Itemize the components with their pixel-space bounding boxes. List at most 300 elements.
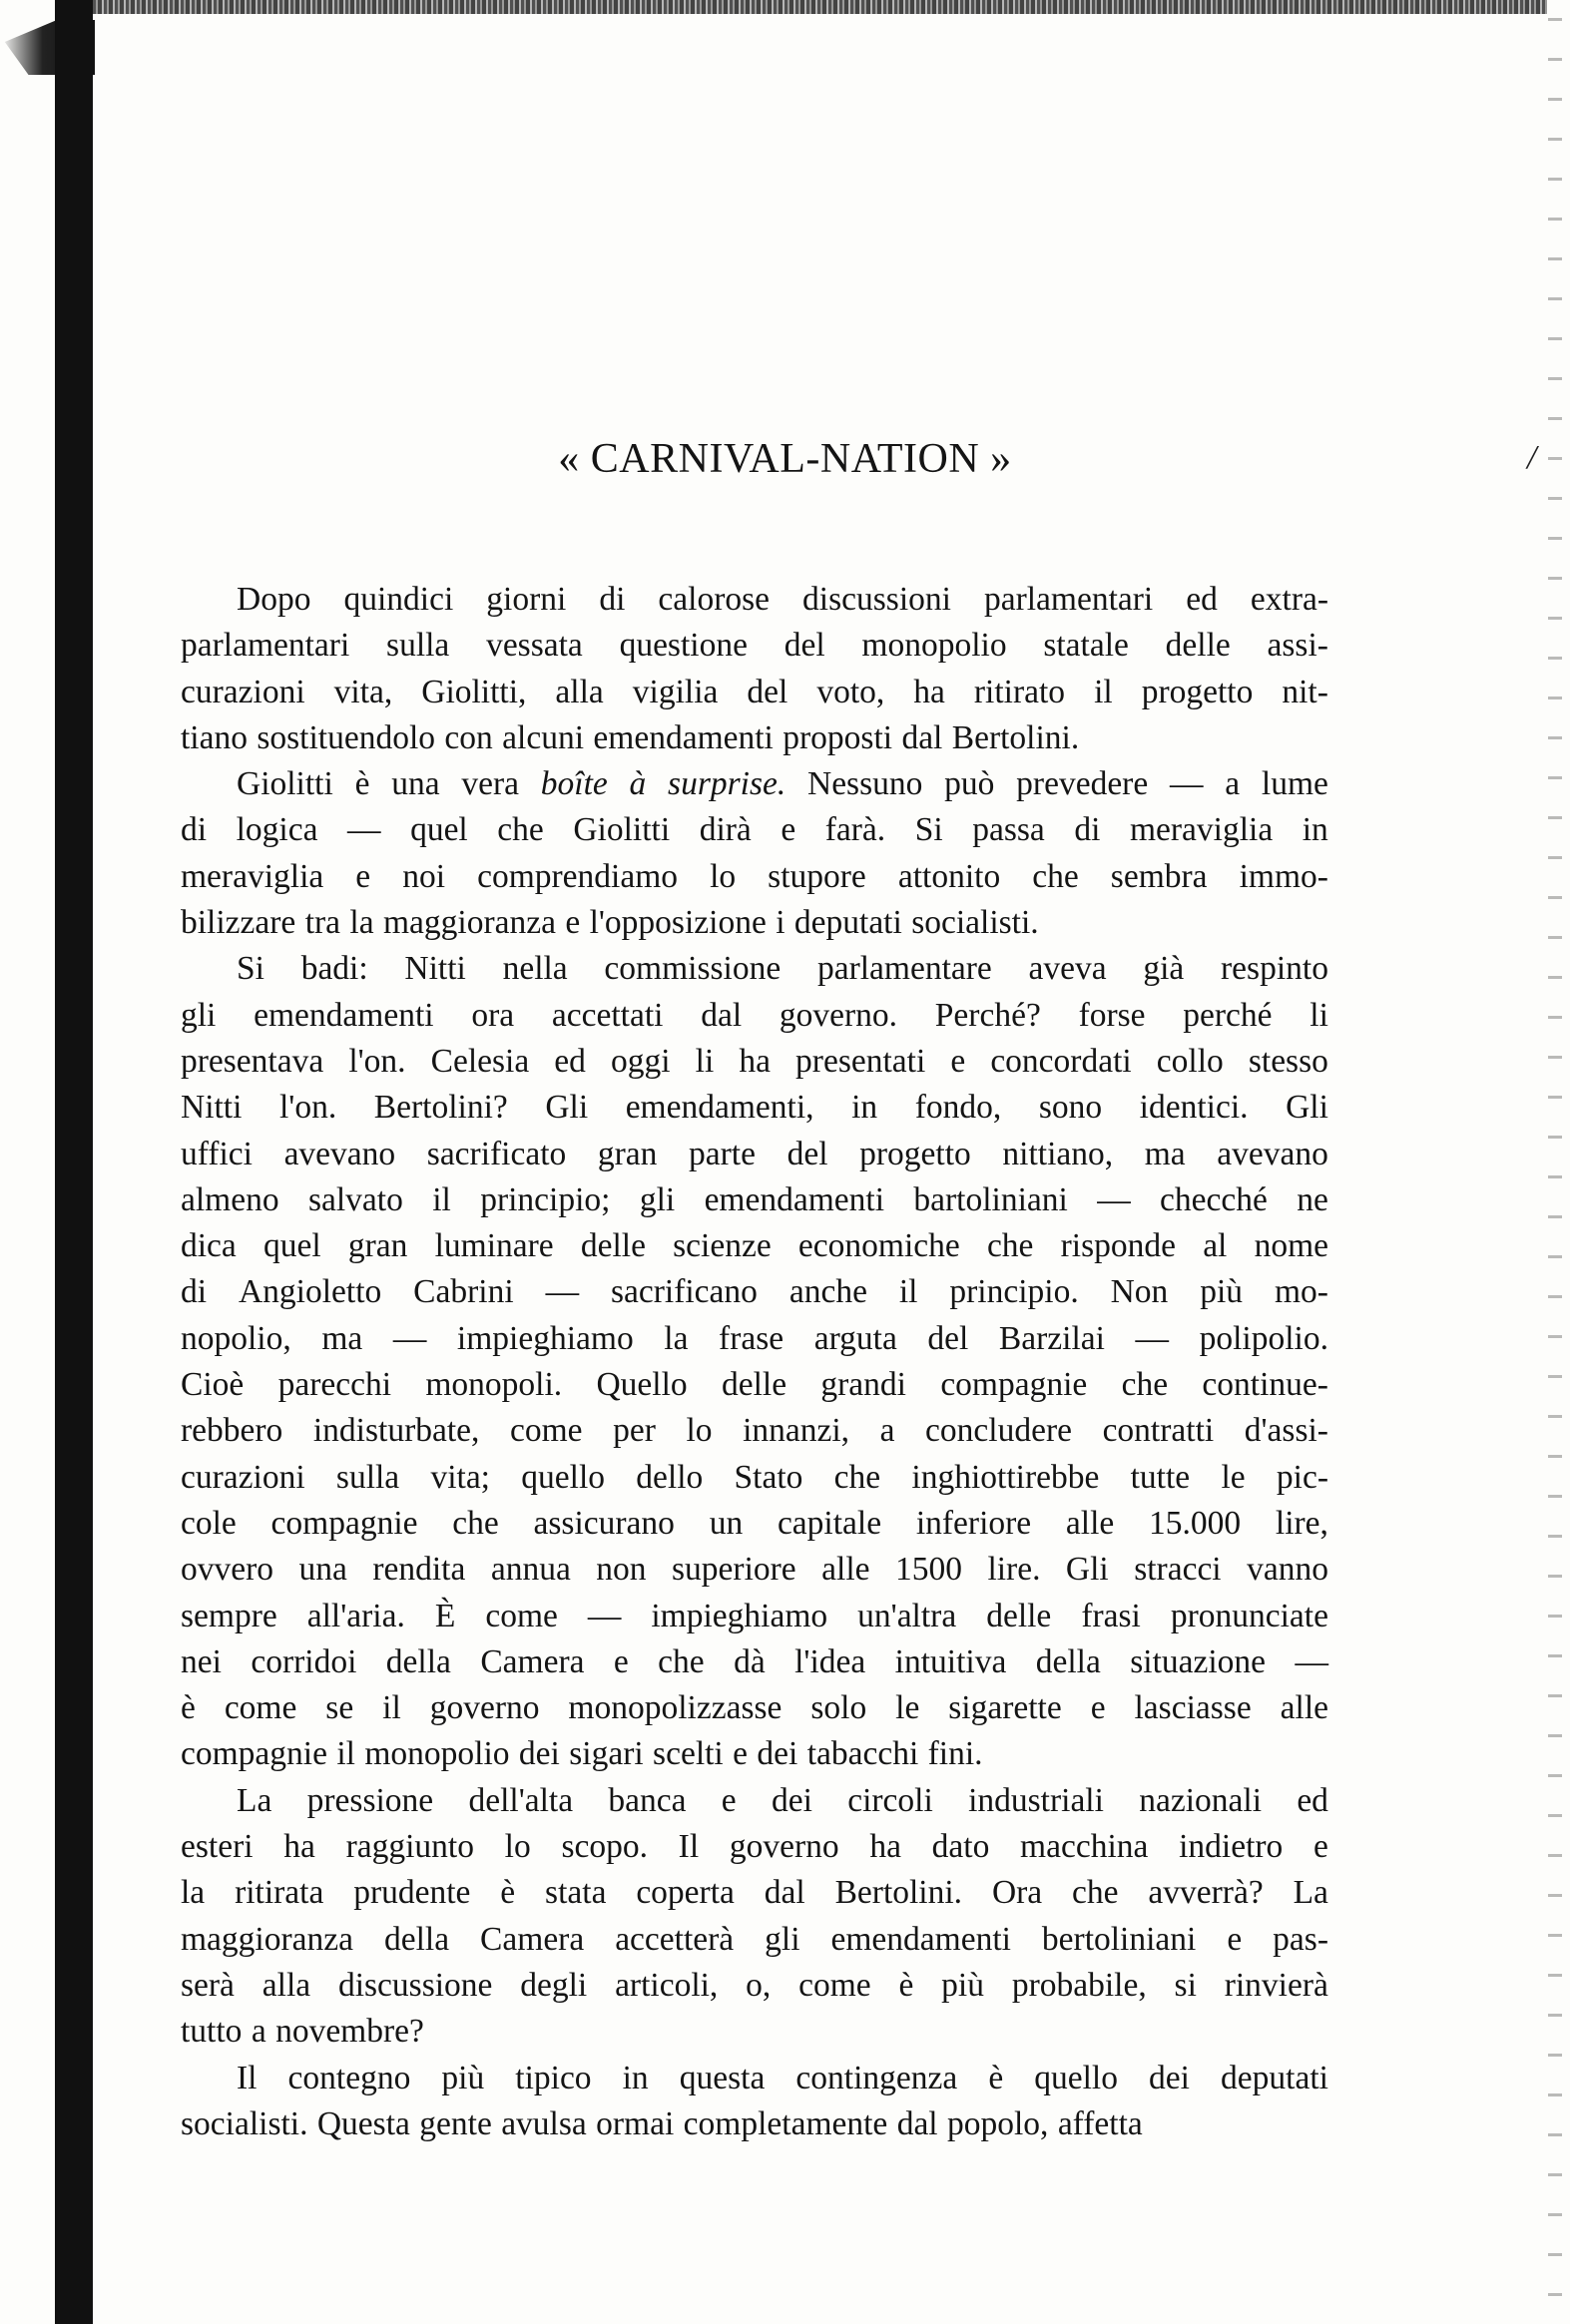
word: meraviglia [1129, 811, 1274, 849]
word: Il [678, 1828, 700, 1866]
word: emendamenti [254, 996, 434, 1034]
word: lume [1261, 765, 1328, 803]
word: dei [1149, 2059, 1190, 2096]
word: i [776, 904, 785, 942]
word: Nessuno [807, 765, 923, 803]
word: ha [869, 1828, 901, 1866]
word: Bertolini. [951, 718, 1080, 756]
word: nopolio, [181, 1319, 291, 1357]
word: il [898, 1273, 918, 1311]
word: una [298, 1551, 347, 1589]
word: vessata [486, 627, 583, 665]
word: lire. [987, 1551, 1041, 1589]
word: luminare [434, 1227, 554, 1265]
word: maggioranza [382, 904, 556, 942]
word: Cabrini [413, 1273, 514, 1311]
word: corridoi [251, 1642, 357, 1680]
word: di [599, 581, 626, 618]
word: che [452, 1504, 499, 1542]
word: Stato [734, 1458, 803, 1496]
word: boîte [540, 765, 608, 803]
word: proposti [783, 718, 893, 756]
word: completamente [683, 2104, 888, 2142]
word: un [709, 1504, 744, 1542]
word: dei [771, 1781, 812, 1819]
text-line [181, 1177, 1328, 1223]
word: in [851, 1089, 878, 1127]
word: à [629, 765, 647, 803]
word: serà [181, 1966, 235, 2004]
word: sostituendolo [257, 718, 436, 756]
word: e [355, 857, 371, 895]
word: alcuni [502, 718, 585, 756]
word: probabile, [1011, 1966, 1147, 2004]
word: non [596, 1551, 647, 1589]
word: bilizzare [181, 904, 296, 942]
word: Camera [480, 1642, 585, 1680]
word: fini. [927, 1735, 983, 1773]
word: è [181, 1689, 196, 1727]
word: Giolitti, [421, 673, 527, 710]
text-line [181, 1547, 1328, 1593]
word: ritirata [235, 1874, 324, 1912]
word: sembra [1110, 857, 1208, 895]
word: Bertolini. [834, 1874, 963, 1912]
word: stupore [768, 857, 866, 895]
word: immo- [1239, 857, 1328, 895]
word: anche [788, 1273, 867, 1311]
word: che [497, 811, 544, 849]
word: ormai [596, 2104, 675, 2142]
word: la [349, 904, 374, 942]
word: del [786, 1135, 828, 1172]
text-line [181, 1039, 1328, 1085]
word: quindici [343, 581, 454, 618]
word: e [733, 1735, 748, 1773]
word: li [695, 1042, 715, 1080]
word: vita; [430, 1458, 490, 1496]
text-line [181, 1316, 1328, 1362]
word: rebbero [181, 1412, 283, 1450]
word: compagnie [181, 1735, 327, 1773]
word: giorni [486, 581, 567, 618]
word: nittiano, [1002, 1135, 1114, 1172]
word: dei [757, 1735, 798, 1773]
word: indisturbate, [312, 1412, 480, 1450]
word: Giolitti [573, 811, 671, 849]
word: extra- [1250, 581, 1328, 618]
word: gli [181, 996, 217, 1034]
word: la [664, 1319, 689, 1357]
word: prevedere [1016, 765, 1149, 803]
word: sacrificato [426, 1135, 567, 1172]
word: come [224, 1689, 297, 1727]
word: parlamentari [181, 627, 350, 665]
word: curazioni [181, 673, 305, 710]
word: dal [901, 718, 943, 756]
word: quello [1034, 2059, 1118, 2096]
word: tra [304, 904, 341, 942]
word: Ora [991, 1874, 1043, 1912]
word: Nitti [181, 1089, 243, 1127]
word: cole [181, 1504, 237, 1542]
word: alla [262, 1966, 311, 2004]
word: pas- [1273, 1920, 1328, 1958]
word: nazionali [1139, 1781, 1263, 1819]
word: dica [181, 1227, 237, 1265]
word: e [781, 811, 796, 849]
word: Gli [1065, 1551, 1109, 1589]
word: è [500, 1874, 516, 1912]
word: che [833, 1458, 881, 1496]
word: sono [1038, 1089, 1103, 1127]
text-line [181, 2009, 1328, 2055]
word: scelti [653, 1735, 724, 1773]
word: dei [518, 1735, 560, 1773]
article-body [181, 577, 1328, 2147]
word: contratti [1102, 1412, 1215, 1450]
text-line [181, 1455, 1328, 1501]
word: calorose [658, 581, 771, 618]
word: pressione [306, 1781, 434, 1819]
text-line [181, 1223, 1328, 1269]
word: frasi [1081, 1597, 1141, 1634]
word: come [798, 1966, 871, 2004]
scan-right-edge [1548, 0, 1562, 2324]
text-line [181, 1639, 1328, 1685]
word: industriali [968, 1781, 1104, 1819]
text-line [181, 1085, 1328, 1131]
word: deputati [1221, 2059, 1328, 2096]
text-line [181, 670, 1328, 715]
word: all'aria. [306, 1597, 405, 1634]
word: Gli [1286, 1089, 1328, 1127]
word: e [613, 1642, 629, 1680]
word: aveva [1028, 950, 1107, 988]
word: banca [608, 1781, 687, 1819]
word: curazioni [181, 1458, 305, 1496]
word: emendamenti [704, 1180, 885, 1218]
word: macchina [1020, 1828, 1149, 1866]
word: Questa [316, 2104, 410, 2142]
word: avulsa [501, 2104, 587, 2142]
word: un'altra [857, 1597, 957, 1634]
text-line [181, 807, 1328, 853]
word: raggiunto [345, 1828, 474, 1866]
word: nei [181, 1642, 222, 1680]
word: ma [321, 1319, 363, 1357]
word: vera [461, 765, 519, 803]
word: gran [597, 1135, 658, 1172]
word: esteri [181, 1828, 254, 1866]
word: Si [914, 811, 943, 849]
word: della [1035, 1642, 1101, 1680]
word: di [181, 811, 208, 849]
word: noi [402, 857, 446, 895]
word: rendita [372, 1551, 466, 1589]
word: o, [746, 1966, 772, 2004]
word: ha [739, 1042, 771, 1080]
word: pronunciate [1170, 1597, 1328, 1634]
text-line [181, 761, 1328, 807]
word: ora [471, 996, 515, 1034]
word: e [565, 904, 581, 942]
word: già [1143, 950, 1185, 988]
word: lo [686, 1412, 713, 1450]
word: il [336, 1735, 355, 1773]
word: alla [555, 673, 604, 710]
word: d'assi- [1244, 1412, 1328, 1450]
word: — [587, 1597, 622, 1634]
word: alle [821, 1551, 870, 1589]
word: discussioni [802, 581, 951, 618]
word: ne [1297, 1180, 1328, 1218]
word: almeno [181, 1180, 279, 1218]
word: dal [896, 2104, 938, 2142]
word: se [325, 1689, 354, 1727]
word: al [1203, 1227, 1228, 1265]
word: novembre? [275, 2013, 424, 2051]
word: ha [283, 1828, 315, 1866]
word: del [784, 627, 825, 665]
word: Il [237, 2059, 258, 2096]
word: e [1090, 1689, 1106, 1727]
word: avevano [283, 1135, 396, 1172]
word: — [1097, 1180, 1131, 1218]
word: passa [972, 811, 1045, 849]
word: attonito [897, 857, 1001, 895]
word: inghiottirebbe [911, 1458, 1100, 1496]
word: Si [237, 950, 264, 988]
scan-top-edge [60, 0, 1547, 14]
word: pic- [1276, 1458, 1328, 1496]
text-line [181, 1963, 1328, 2009]
word: è [354, 765, 370, 803]
word: monopoli. [425, 1366, 563, 1404]
word: li [1309, 996, 1328, 1034]
word: delle [580, 1227, 646, 1265]
word: del [747, 673, 788, 710]
word: salvato [307, 1180, 403, 1218]
word: checché [1160, 1180, 1268, 1218]
text-line [181, 1408, 1328, 1454]
paragraph [181, 946, 1328, 1777]
word: più [1200, 1273, 1244, 1311]
word: perché [1183, 996, 1273, 1034]
text-line [181, 1917, 1328, 1963]
word: che [986, 1227, 1034, 1265]
word: che [1072, 1874, 1119, 1912]
word: sulla [335, 1458, 400, 1496]
word: La [1293, 1874, 1328, 1912]
text-line [181, 1269, 1328, 1315]
word: fondo, [914, 1089, 1002, 1127]
word: le [1221, 1458, 1246, 1496]
word: gente [419, 2104, 492, 2142]
word: oggi [611, 1042, 671, 1080]
word: È [434, 1597, 456, 1634]
article-title: « CARNIVAL-NATION » [558, 436, 1012, 482]
word: socialisti. [911, 904, 1039, 942]
word: 1500 [894, 1551, 962, 1589]
word: Nitti [404, 950, 466, 988]
word: — [1169, 765, 1204, 803]
word: che [658, 1642, 705, 1680]
word: vigilia [632, 673, 719, 710]
word: avverrà? [1148, 1874, 1264, 1912]
word: Gli [545, 1089, 589, 1127]
text-line [181, 1362, 1328, 1408]
word: emendamenti, [625, 1089, 814, 1127]
word: può [944, 765, 995, 803]
word: risponde [1060, 1227, 1176, 1265]
word: parecchi [277, 1366, 392, 1404]
word: tutto [181, 2013, 243, 2051]
word: nome [1254, 1227, 1328, 1265]
word: lasciasse [1134, 1689, 1252, 1727]
word: monopolio [861, 627, 1007, 665]
word: avevano [1217, 1135, 1328, 1172]
text-line [181, 1501, 1328, 1547]
word: tabacchi [806, 1735, 919, 1773]
word: comprendiamo [477, 857, 679, 895]
word: accettati [551, 996, 664, 1034]
word: questione [619, 627, 748, 665]
word: Camera [480, 1920, 585, 1958]
paragraph [181, 1778, 1328, 2056]
word: sulla [386, 627, 450, 665]
word: Barzilai [998, 1319, 1105, 1357]
text-line [181, 900, 1328, 946]
word: socialisti. [181, 2104, 308, 2142]
word: uffici [181, 1135, 253, 1172]
word: ha [913, 673, 945, 710]
text-line [181, 2056, 1328, 2101]
word: in [1302, 811, 1328, 849]
margin-mark: / [1527, 439, 1537, 476]
word: concludere [925, 1412, 1072, 1450]
word: in [622, 2059, 649, 2096]
word: dal [764, 1874, 805, 1912]
word: dà [734, 1642, 766, 1680]
word: voto, [816, 673, 885, 710]
word: La [237, 1781, 272, 1819]
text-line [181, 1824, 1328, 1870]
word: governo [729, 1828, 839, 1866]
word: — [392, 1319, 427, 1357]
word: monopolio [364, 1735, 510, 1773]
word: superiore [672, 1551, 796, 1589]
word: tiano [181, 718, 248, 756]
word: nella [502, 950, 568, 988]
word: Dopo [237, 581, 311, 618]
word: più [941, 1966, 984, 2004]
text-line [181, 993, 1328, 1039]
text-line [181, 1132, 1328, 1177]
word: vanno [1247, 1551, 1328, 1589]
word: ed [1186, 581, 1218, 618]
word: della [383, 1920, 450, 1958]
word: il [432, 1180, 451, 1218]
word: che [1032, 857, 1079, 895]
word: compagnie [940, 1366, 1088, 1404]
word: è [988, 2059, 1004, 2096]
word: sacrificano [610, 1273, 758, 1311]
word: farà. [824, 811, 886, 849]
word: alle [1280, 1689, 1328, 1727]
word: che [1121, 1366, 1169, 1404]
word: presentati [795, 1042, 926, 1080]
word: ma [1144, 1135, 1186, 1172]
word: progetto [1141, 673, 1254, 710]
word: badi: [300, 950, 368, 988]
word: collo [1156, 1042, 1224, 1080]
word: impieghiamo [651, 1597, 828, 1634]
word: — [347, 811, 381, 849]
word: forse [1078, 996, 1146, 1034]
word: dal [701, 996, 743, 1034]
word: principio; [480, 1180, 611, 1218]
word: lo [504, 1828, 531, 1866]
word: scienze [673, 1227, 772, 1265]
word: quel [410, 811, 468, 849]
word: quel [262, 1227, 321, 1265]
text-line [181, 1685, 1328, 1731]
word: concordati [990, 1042, 1132, 1080]
word: tutte [1130, 1458, 1191, 1496]
word: statale [1043, 627, 1129, 665]
word: ovvero [181, 1551, 274, 1589]
word: e [721, 1781, 737, 1819]
word: Angioletto [238, 1273, 382, 1311]
word: come [485, 1597, 558, 1634]
word: sigari [569, 1735, 644, 1773]
text-line [181, 1778, 1328, 1824]
text-line [181, 1594, 1328, 1639]
word: intuitiva [894, 1642, 1007, 1680]
word: impieghiamo [456, 1319, 634, 1357]
text-line [181, 1870, 1328, 1916]
word: economiche [797, 1227, 960, 1265]
word: scopo. [561, 1828, 648, 1866]
text-line [181, 946, 1328, 992]
word: presentava [181, 1042, 324, 1080]
word: nit- [1282, 673, 1328, 710]
word: quello [521, 1458, 605, 1496]
word: lo [710, 857, 737, 895]
word: gran [347, 1227, 408, 1265]
text-line [181, 1731, 1328, 1777]
word: contegno [287, 2059, 411, 2096]
word: Bertolini? [373, 1089, 508, 1127]
word: sempre [181, 1597, 277, 1634]
word: continue- [1202, 1366, 1328, 1404]
word: grandi [820, 1366, 906, 1404]
word: delle [721, 1366, 787, 1404]
word: situazione [1130, 1642, 1267, 1680]
word: e [1227, 1920, 1243, 1958]
word: inferiore [915, 1504, 1032, 1542]
word: annua [490, 1551, 571, 1589]
word: emendamenti [830, 1920, 1011, 1958]
word: principio. [949, 1273, 1079, 1311]
word: come [509, 1412, 583, 1450]
word: contingenza [795, 2059, 958, 2096]
word: tipico [515, 2059, 592, 2096]
word: di [1074, 811, 1101, 849]
word: Cioè [181, 1366, 245, 1404]
word: respinto [1221, 950, 1328, 988]
